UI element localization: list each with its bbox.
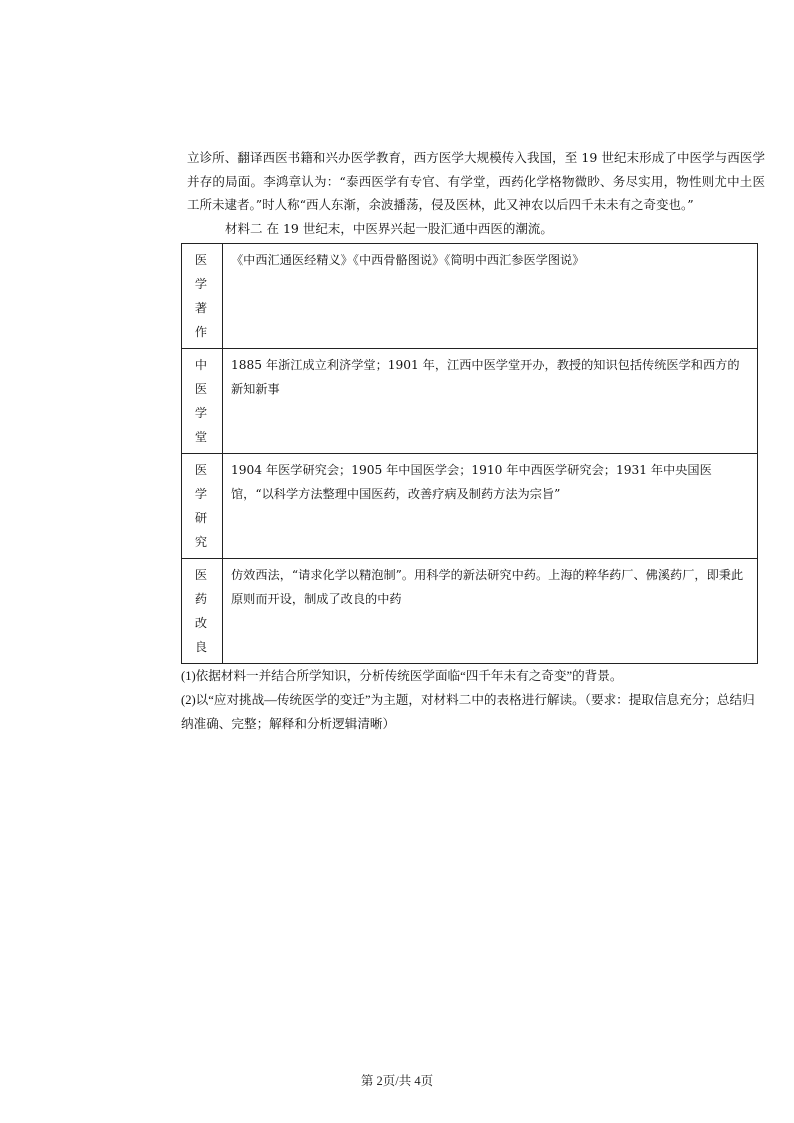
row-content: 仿效西法，“请求化学以精泡制”。用科学的新法研究中药。上海的粹华药厂、佛溪药厂，即秉此原则而开设，制成了改良的中药: [223, 559, 758, 664]
table-row: [182, 559, 758, 664]
row-content: 1904 年医学研究会；1905 年中国医学会；1910 年中西医学研究会；1931 年中央国医馆，“以科学方法整理中国医药，改善疗病及制药方法为宗旨”: [223, 454, 758, 559]
material-two-table: [181, 243, 758, 664]
intro-paragraph: 立诊所、翻译西医书籍和兴办医学教育，西方医学大规模传入我国，至 19 世纪末形成了中医学与西医学并存的局面。李鸿章认为：“泰西医学有专官、有学堂，西药化学格物微眇、务尽实用，物性则尤中土医工所未逮者。”时人称“西人东渐，余波播荡，侵及医林，此又神农以后四千未未有之奇变也。”: [187, 150, 765, 212]
table-row: [182, 454, 758, 559]
table-row: [182, 244, 758, 349]
row-label: 医学研究: [182, 454, 223, 559]
row-content: 《中西汇通医经精义》《中西骨骼图说》《简明中西汇参医学图说》: [223, 244, 758, 349]
question-2: (2)以“应对挑战—传统医学的变迁”为主题，对材料二中的表格进行解读。（要求：提取信息充分；总结归纳准确、完整；解释和分析逻辑清晰）: [181, 693, 755, 731]
table-row: [182, 349, 758, 454]
row-label: 医学著作: [182, 244, 223, 349]
question-1: (1)依据材料一并结合所学知识，分析传统医学面临“四千年未有之奇变”的背景。: [181, 669, 623, 683]
material-two-title: 材料二 在 19 世纪末，中医界兴起一股汇通中西医的潮流。: [225, 220, 553, 236]
row-label: 医药改良: [182, 559, 223, 664]
row-label: 中医学堂: [182, 349, 223, 454]
page-footer: 第 2页/共 4页: [360, 1074, 434, 1088]
row-content: 1885 年浙江成立利济学堂；1901 年，江西中医学堂开办，教授的知识包括传统医学和西方的新知新事: [223, 349, 758, 454]
page-content: [181, 146, 765, 736]
questions-section: [181, 664, 765, 736]
